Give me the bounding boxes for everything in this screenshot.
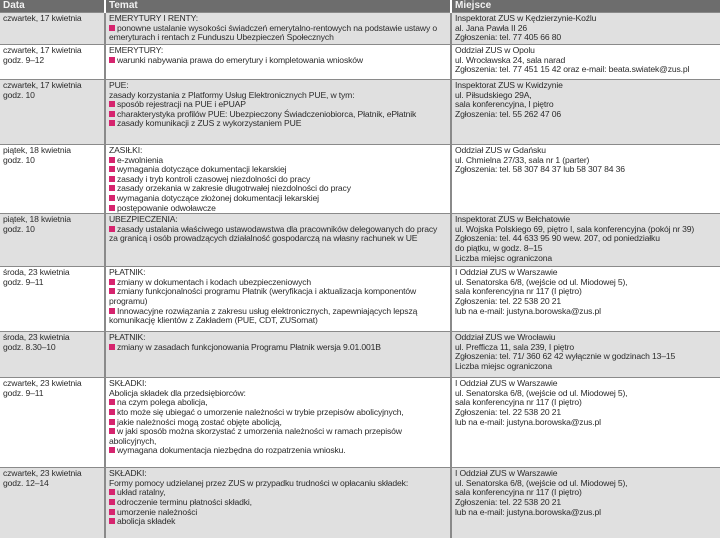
place-detail: do piątku, w godz. 8–15 — [455, 242, 543, 253]
place-detail: ul. Chmielna 27/33, sala nr 1 (parter) — [455, 154, 590, 165]
date-text: środa, 23 kwietnia — [3, 332, 70, 343]
bullet-square-icon — [109, 419, 115, 425]
topic-item — [109, 204, 447, 214]
topic-title: PŁATNIK: — [109, 332, 146, 343]
place-detail: Zgłoszenia: tel. 22 538 20 21 — [455, 406, 562, 417]
date-text: środa, 23 kwietnia — [3, 267, 70, 278]
topic-intro: zasady korzystania z Platformy Usług Elektronicznych PUE, w tym: — [109, 89, 355, 100]
table-row — [0, 468, 720, 538]
place-detail: Zgłoszenia: tel. 22 538 20 21 — [455, 496, 562, 507]
topic-item-text: wymagania dotyczące dokumentacji lekarskiej — [117, 164, 287, 175]
bullet-square-icon — [109, 518, 115, 524]
table-row — [0, 80, 720, 145]
topic-item — [109, 446, 447, 456]
bullet-square-icon — [109, 447, 115, 453]
topic-item — [109, 56, 447, 66]
time-text: godz. 10 — [3, 154, 35, 165]
place-detail: Zgłoszenia: tel. 44 633 95 90 wew. 207, od poniedziałku — [455, 233, 660, 244]
topic-item — [109, 427, 447, 446]
topic-title: SKŁADKI: — [109, 378, 147, 389]
topic-item-text: warunki nabywania prawa do emerytury i kompletowania wniosków — [117, 54, 363, 65]
place-cell — [451, 378, 720, 468]
bullet-square-icon — [109, 57, 115, 63]
place-cell — [451, 468, 720, 538]
topic-item-text: sposób rejestracji na PUE i ePUAP — [117, 99, 246, 110]
place-cell — [451, 267, 720, 332]
place-name: Oddział ZUS w Gdańsku — [455, 145, 546, 155]
date-cell — [0, 145, 105, 214]
bullet-square-icon — [109, 499, 115, 505]
bullet-square-icon — [109, 195, 115, 201]
topic-item-text: abolicja składek — [117, 516, 176, 527]
time-text: godz. 10 — [3, 89, 35, 100]
date-text: piątek, 18 kwietnia — [3, 145, 71, 155]
place-detail: sala konferencyjna nr 117 (I piętro) — [455, 487, 582, 498]
schedule-body — [0, 13, 720, 538]
bullet-square-icon — [109, 176, 115, 182]
topic-intro: Formy pomocy udzielanej przez ZUS w przypadku trudności w opłacaniu składek: — [109, 477, 409, 488]
place-detail: sala konferencyjna, I piętro — [455, 99, 554, 110]
date-text: czwartek, 23 kwietnia — [3, 468, 82, 479]
table-row — [0, 45, 720, 80]
topic-cell — [105, 80, 451, 145]
topic-item-text: odroczenie terminu płatności składki, — [117, 496, 252, 507]
table-row — [0, 378, 720, 468]
topic-title: PUE: — [109, 80, 129, 90]
bullet-square-icon — [109, 308, 115, 314]
bullet-square-icon — [109, 409, 115, 415]
topic-intro: Abolicja składek dla przedsiębiorców: — [109, 387, 246, 398]
bullet-square-icon — [109, 166, 115, 172]
topic-item-text: zmiany funkcjonalności programu Płatnik (weryfikacja i aktualizacja komponentów programu) — [109, 286, 417, 306]
header-topic: Temat — [105, 0, 451, 13]
bullet-square-icon — [109, 157, 115, 163]
topic-item — [109, 287, 447, 306]
topic-title: ZASIŁKI: — [109, 145, 143, 155]
topic-item — [109, 307, 447, 326]
place-detail: ul. Prefficza 11, sala 239, I piętro — [455, 341, 574, 352]
place-detail: ul. Senatorska 6/8, (wejście od ul. Miodowej 5), — [455, 387, 628, 398]
date-cell — [0, 332, 105, 378]
place-name: I Oddział ZUS w Warszawie — [455, 267, 558, 278]
time-text: godz. 9–11 — [3, 387, 44, 398]
topic-item-text: umorzenie należności — [117, 506, 198, 517]
topic-cell — [105, 13, 451, 45]
topic-cell — [105, 332, 451, 378]
date-cell — [0, 45, 105, 80]
header-date: Data — [0, 0, 105, 13]
place-detail: sala konferencyjna nr 117 (I piętro) — [455, 286, 582, 297]
table-row — [0, 332, 720, 378]
table-row — [0, 145, 720, 214]
header-row — [0, 0, 720, 13]
time-text: godz. 8.30–10 — [3, 341, 56, 352]
bullet-square-icon — [109, 120, 115, 126]
topic-cell — [105, 145, 451, 214]
topic-item-text: postępowanie odwoławcze — [117, 202, 216, 213]
place-cell — [451, 13, 720, 45]
bullet-square-icon — [109, 344, 115, 350]
place-detail: Zgłoszenia: tel. 22 538 20 21 — [455, 295, 562, 306]
place-cell — [451, 145, 720, 214]
place-detail: ul. Senatorska 6/8, (wejście od ul. Miodowej 5), — [455, 477, 628, 488]
place-name: Oddział ZUS we Wrocławiu — [455, 332, 556, 343]
topic-item-text: na czym polega abolicja, — [117, 397, 208, 408]
date-cell — [0, 378, 105, 468]
date-text: piątek, 18 kwietnia — [3, 214, 71, 225]
topic-item — [109, 24, 447, 43]
topic-item-text: kto może się ubiegać o umorzenie należności w trybie przepisów abolicyjnych, — [117, 406, 404, 417]
time-text: godz. 9–11 — [3, 276, 44, 287]
place-detail: lub na e-mail: justyna.borowska@zus.pl — [455, 506, 601, 517]
place-name: Oddział ZUS w Opolu — [455, 45, 535, 55]
topic-title: UBEZPIECZENIA: — [109, 214, 178, 225]
table-row — [0, 214, 720, 267]
place-name: Inspektorat ZUS w Bełchatowie — [455, 214, 571, 225]
bullet-square-icon — [109, 428, 115, 434]
bullet-square-icon — [109, 399, 115, 405]
date-cell — [0, 13, 105, 45]
date-cell — [0, 267, 105, 332]
place-cell — [451, 80, 720, 145]
topic-item-text: Innowacyjne rozwiązania z zakresu usług elektronicznych, zapewniających lepszą komunikację klientów z Zakładem (PUE, CDT, ZUSomat) — [109, 305, 418, 326]
topic-cell — [105, 45, 451, 80]
place-detail: Liczba miejsc ograniczona — [455, 252, 553, 263]
topic-item — [109, 343, 447, 353]
place-name: Inspektorat ZUS w Kędzierzynie-Koźlu — [455, 13, 597, 23]
topic-title: PŁATNIK: — [109, 267, 146, 278]
place-detail: lub na e-mail: justyna.borowska@zus.pl — [455, 305, 601, 316]
bullet-square-icon — [109, 185, 115, 191]
bullet-square-icon — [109, 279, 115, 285]
place-detail: Zgłoszenia: tel. 77 405 66 80 — [455, 32, 562, 43]
date-text: czwartek, 17 kwietnia — [3, 45, 82, 55]
topic-item-text: e-zwolnienia — [117, 154, 163, 165]
place-detail: lub na e-mail: justyna.borowska@zus.pl — [455, 416, 601, 427]
topic-item — [109, 225, 447, 244]
date-text: czwartek, 17 kwietnia — [3, 13, 82, 23]
place-detail: Liczba miejsc ograniczona — [455, 360, 553, 371]
place-detail: Zgłoszenia: tel. 71/ 360 62 42 wyłącznie w godzinach 13–15 — [455, 351, 676, 362]
place-detail: Zgłoszenia: tel. 55 262 47 06 — [455, 108, 562, 119]
topic-item-text: ponowne ustalanie wysokości świadczeń emerytalno-rentowych na podstawie ustawy o emeryturach i rentach z Funduszu Ubezpieczeń Społecznych — [109, 22, 437, 43]
table-row — [0, 13, 720, 45]
bullet-square-icon — [109, 288, 115, 294]
topic-item-text: zasady komunikacji z ZUS z wykorzystaniem PUE — [117, 118, 302, 129]
topic-item-text: wymagana dokumentacja niezbędna do rozpatrzenia wniosku. — [117, 445, 346, 456]
bullet-square-icon — [109, 489, 115, 495]
topic-item-text: zmiany w dokumentach i kodach ubezpieczeniowych — [117, 276, 312, 287]
place-cell — [451, 332, 720, 378]
date-cell — [0, 468, 105, 538]
date-cell — [0, 214, 105, 267]
bullet-square-icon — [109, 226, 115, 232]
place-name: I Oddział ZUS w Warszawie — [455, 468, 558, 479]
bullet-square-icon — [109, 25, 115, 31]
topic-title: SKŁADKI: — [109, 468, 147, 479]
place-name: I Oddział ZUS w Warszawie — [455, 378, 558, 389]
place-cell — [451, 214, 720, 267]
bullet-square-icon — [109, 509, 115, 515]
header-place: Miejsce — [451, 0, 720, 13]
topic-item-text: zasady i tryb kontroli czasowej niezdolności do pracy — [117, 173, 311, 184]
topic-title: EMERYTURY: — [109, 45, 164, 55]
topic-item-text: zmiany w zasadach funkcjonowania Programu Płatnik wersja 9.01.001B — [117, 341, 381, 352]
time-text: godz. 9–12 — [3, 54, 45, 65]
topic-cell — [105, 214, 451, 267]
place-detail: Zgłoszenia: tel. 77 451 15 42 oraz e-mail: beata.swiatek@zus.pl — [455, 64, 690, 75]
topic-title: EMERYTURY I RENTY: — [109, 13, 198, 23]
topic-item-text: zasady ustalania właściwego ustawodawstwa dla pracowników delegowanych do pracy za granicą i osób prowadzących działalność gospodarczą na własny rachunek w UE — [109, 223, 438, 244]
place-detail: ul. Piłsudskiego 29A, — [455, 89, 532, 100]
place-detail: ul. Senatorska 6/8, (wejście od ul. Miodowej 5), — [455, 276, 628, 287]
time-text: godz. 12–14 — [3, 477, 49, 488]
place-detail: sala konferencyjna nr 117 (I piętro) — [455, 397, 582, 408]
topic-item-text: jakie należności mogą zostać objęte abolicją, — [117, 416, 282, 427]
topic-cell — [105, 267, 451, 332]
topic-cell — [105, 378, 451, 468]
place-detail: Zgłoszenia: tel. 58 307 84 37 lub 58 307 84 36 — [455, 164, 625, 175]
bullet-square-icon — [109, 205, 115, 211]
place-detail: ul. Wojska Polskiego 69, piętro I, sala konferencyjna (pokój nr 39) — [455, 223, 695, 234]
table-row — [0, 267, 720, 332]
topic-cell — [105, 468, 451, 538]
topic-item — [109, 517, 447, 527]
topic-item — [109, 119, 447, 129]
place-cell — [451, 45, 720, 80]
date-text: czwartek, 23 kwietnia — [3, 378, 82, 389]
place-detail: ul. Wrocławska 24, sala narad — [455, 54, 566, 65]
place-name: Inspektorat ZUS w Kwidzynie — [455, 80, 563, 90]
topic-item-text: charakterystyka profilów PUE: Ubezpieczony Świadczeniobiorca, Płatnik, ePłatnik — [117, 108, 417, 119]
place-detail: al. Jana Pawła II 26 — [455, 22, 528, 33]
topic-item-text: w jaki sposób można skorzystać z umorzenia należności w ramach przepisów abolicyjnych, — [109, 426, 402, 446]
date-cell — [0, 80, 105, 145]
topic-item-text: zasady orzekania w zakresie długotrwałej niezdolności do pracy — [117, 183, 351, 194]
date-text: czwartek, 17 kwietnia — [3, 80, 82, 90]
topic-item-text: wymagania dotyczące złożonej dokumentacji lekarskiej — [117, 192, 319, 203]
time-text: godz. 10 — [3, 223, 35, 234]
topic-item-text: układ ratalny, — [117, 487, 166, 498]
bullet-square-icon — [109, 101, 115, 107]
bullet-square-icon — [109, 111, 115, 117]
